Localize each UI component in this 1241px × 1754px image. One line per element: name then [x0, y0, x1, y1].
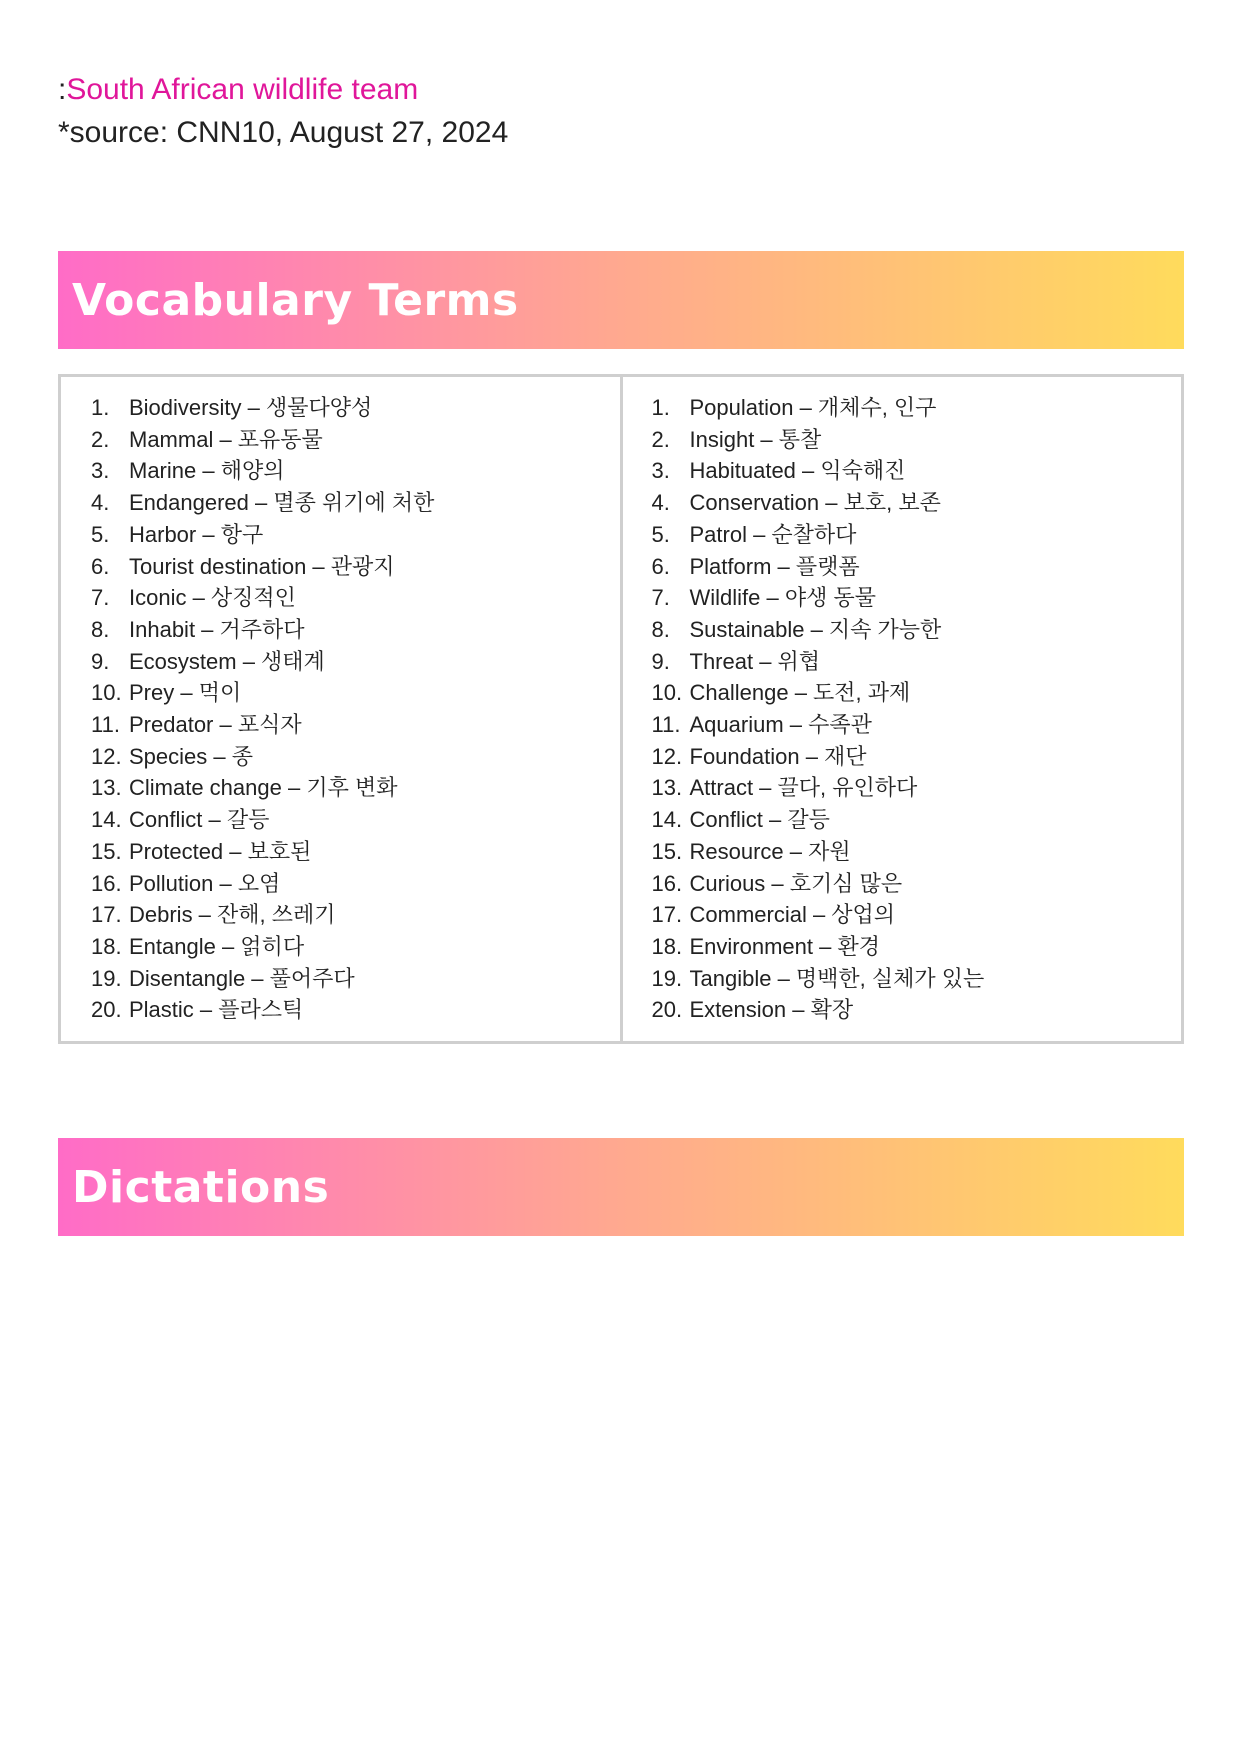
- vocabulary-item-number: 16.: [91, 870, 122, 896]
- vocabulary-item: [623, 963, 1182, 995]
- vocabulary-item-text: Commercial – 상업의: [689, 902, 896, 928]
- vocabulary-item-number: 7.: [91, 585, 110, 611]
- vocabulary-item: [623, 424, 1182, 456]
- vocabulary-item-text: Conflict – 갈등: [689, 807, 830, 833]
- vocabulary-item-number: 5.: [651, 521, 670, 547]
- vocabulary-item-text: Harbor – 항구: [129, 521, 264, 547]
- vocabulary-item: [61, 931, 620, 963]
- vocabulary-item-number: 19.: [651, 965, 683, 991]
- vocabulary-item-text: Habituated – 익숙해진: [689, 458, 906, 484]
- vocabulary-item: [623, 868, 1182, 900]
- vocabulary-item-number: 12.: [651, 743, 683, 769]
- vocabulary-item-number: 3.: [651, 458, 670, 484]
- vocabulary-item-number: 6.: [91, 553, 110, 579]
- vocabulary-item: [623, 804, 1182, 836]
- vocabulary-item-text: Entangle – 얽히다: [129, 933, 305, 959]
- vocabulary-item: [61, 646, 620, 678]
- vocabulary-item-text: Predator – 포식자: [129, 712, 302, 738]
- vocabulary-item-text: Iconic – 상징적인: [129, 585, 296, 611]
- vocabulary-item: [623, 994, 1182, 1026]
- vocabulary-item-text: Species – 종: [129, 743, 253, 769]
- vocabulary-item: [61, 994, 620, 1026]
- vocabulary-item: [623, 931, 1182, 963]
- vocabulary-banner: [58, 251, 1184, 349]
- vocabulary-item-text: Protected – 보호된: [129, 838, 312, 864]
- vocabulary-item-number: 2.: [91, 426, 110, 452]
- vocabulary-item: [623, 772, 1182, 804]
- vocabulary-table: [58, 374, 1184, 1044]
- vocabulary-item: [61, 519, 620, 551]
- vocabulary-item: [623, 487, 1182, 519]
- vocabulary-item: [61, 963, 620, 995]
- vocabulary-item: [61, 741, 620, 773]
- vocabulary-column-left: [61, 377, 620, 1041]
- vocabulary-item: [61, 836, 620, 868]
- vocabulary-item: [61, 868, 620, 900]
- vocabulary-item: [623, 899, 1182, 931]
- vocabulary-item-number: 2.: [651, 426, 670, 452]
- vocabulary-item-text: Wildlife – 야생 동물: [689, 585, 876, 611]
- vocabulary-item-text: Threat – 위협: [689, 648, 821, 674]
- vocabulary-item: [61, 899, 620, 931]
- vocabulary-list-right: [623, 392, 1182, 1026]
- vocabulary-item: [61, 424, 620, 456]
- vocabulary-column-right: [620, 377, 1182, 1041]
- vocabulary-list-left: [61, 392, 620, 1026]
- vocabulary-item-text: Climate change – 기후 변화: [129, 775, 398, 801]
- vocabulary-item-number: 14.: [91, 807, 122, 833]
- vocabulary-item: [61, 487, 620, 519]
- vocabulary-item-number: 12.: [91, 743, 122, 769]
- vocabulary-item-number: 4.: [651, 490, 670, 516]
- vocabulary-item-text: Pollution – 오염: [129, 870, 281, 896]
- vocabulary-item-text: Plastic – 플라스틱: [129, 997, 304, 1023]
- vocabulary-item-number: 15.: [651, 838, 683, 864]
- vocabulary-item: [61, 804, 620, 836]
- vocabulary-item-number: 13.: [91, 775, 122, 801]
- vocabulary-item-number: 1.: [91, 395, 110, 420]
- vocabulary-item: [623, 455, 1182, 487]
- vocabulary-item-text: Aquarium – 수족관: [689, 712, 872, 738]
- vocabulary-item: [623, 614, 1182, 646]
- vocabulary-item-number: 8.: [91, 616, 110, 642]
- vocabulary-item-text: Environment – 환경: [689, 933, 880, 959]
- vocabulary-item-text: Insight – 통찰: [689, 426, 822, 452]
- vocabulary-item: [623, 709, 1182, 741]
- vocabulary-item-number: 9.: [651, 648, 670, 674]
- vocabulary-item-text: Tangible – 명백한, 실체가 있는: [689, 965, 985, 991]
- vocabulary-item-number: 18.: [651, 933, 683, 959]
- vocabulary-item: [623, 646, 1182, 678]
- vocabulary-item-text: Disentangle – 풀어주다: [129, 965, 355, 991]
- vocabulary-item-number: 17.: [91, 902, 122, 928]
- vocabulary-item: [61, 772, 620, 804]
- vocabulary-item: [623, 551, 1182, 583]
- vocabulary-item-number: 18.: [91, 933, 122, 959]
- vocabulary-item: [61, 614, 620, 646]
- subtitle: South African wildlife team: [66, 73, 419, 106]
- vocabulary-item-number: 15.: [91, 838, 122, 864]
- vocabulary-item: [61, 709, 620, 741]
- dictations-title: Dictations: [72, 1161, 330, 1213]
- vocabulary-item-text: Biodiversity – 생물다양성: [129, 395, 373, 420]
- vocabulary-item-number: 16.: [651, 870, 683, 896]
- subtitle-line: [58, 70, 418, 110]
- vocabulary-item-number: 11.: [651, 712, 681, 738]
- vocabulary-item-text: Sustainable – 지속 가능한: [689, 616, 942, 642]
- vocabulary-item-number: 20.: [651, 997, 683, 1023]
- vocabulary-item-text: Challenge – 도전, 과제: [689, 680, 911, 706]
- vocabulary-item: [623, 519, 1182, 551]
- vocabulary-item-number: 5.: [91, 521, 110, 547]
- vocabulary-item: [61, 455, 620, 487]
- vocabulary-item-text: Endangered – 멸종 위기에 처한: [129, 490, 435, 516]
- vocabulary-title: Vocabulary Terms: [72, 274, 519, 326]
- vocabulary-item: [61, 677, 620, 709]
- vocabulary-item-number: 7.: [651, 585, 670, 611]
- vocabulary-item-number: 8.: [651, 616, 670, 642]
- vocabulary-item-text: Marine – 해양의: [129, 458, 285, 484]
- vocabulary-item-text: Patrol – 순찰하다: [689, 521, 857, 547]
- vocabulary-item: [61, 392, 620, 424]
- vocabulary-item-number: 9.: [91, 648, 110, 674]
- vocabulary-item-text: Platform – 플랫폼: [689, 553, 860, 579]
- vocabulary-item-number: 13.: [651, 775, 683, 801]
- vocabulary-item-text: Resource – 자원: [689, 838, 851, 864]
- vocabulary-item: [623, 677, 1182, 709]
- vocabulary-item-text: Mammal – 포유동물: [129, 426, 323, 452]
- vocabulary-item: [623, 582, 1182, 614]
- vocabulary-item-number: 3.: [91, 458, 110, 484]
- vocabulary-item-number: 6.: [651, 553, 670, 579]
- vocabulary-item-number: 10.: [91, 680, 122, 706]
- vocabulary-item-text: Ecosystem – 생태계: [129, 648, 325, 674]
- vocabulary-item-number: 20.: [91, 997, 122, 1023]
- subtitle-prefix: :: [58, 73, 67, 106]
- vocabulary-item-text: Conflict – 갈등: [129, 807, 270, 833]
- source-citation: *source: CNN10, August 27, 2024: [58, 116, 509, 149]
- vocabulary-item-number: 1.: [651, 395, 670, 420]
- vocabulary-item-text: Conservation – 보호, 보존: [689, 490, 941, 516]
- vocabulary-item-text: Inhabit – 거주하다: [129, 616, 305, 642]
- vocabulary-item-text: Attract – 끌다, 유인하다: [689, 775, 918, 801]
- vocabulary-item-number: 4.: [91, 490, 110, 516]
- vocabulary-item-text: Tourist destination – 관광지: [129, 553, 395, 579]
- vocabulary-item: [623, 741, 1182, 773]
- vocabulary-item: [61, 582, 620, 614]
- vocabulary-item-text: Population – 개체수, 인구: [689, 395, 937, 420]
- vocabulary-item-number: 19.: [91, 965, 122, 991]
- vocabulary-item-number: 10.: [651, 680, 683, 706]
- dictations-banner: [58, 1138, 1184, 1236]
- vocabulary-item-text: Debris – 잔해, 쓰레기: [129, 902, 336, 928]
- vocabulary-item-number: 17.: [651, 902, 683, 928]
- vocabulary-item-text: Prey – 먹이: [129, 680, 242, 706]
- vocabulary-item-text: Extension – 확장: [689, 997, 854, 1023]
- vocabulary-item: [61, 551, 620, 583]
- vocabulary-item-number: 14.: [651, 807, 683, 833]
- vocabulary-item-number: 11.: [91, 712, 120, 738]
- vocabulary-item: [623, 392, 1182, 424]
- vocabulary-item: [623, 836, 1182, 868]
- vocabulary-item-text: Curious – 호기심 많은: [689, 870, 903, 896]
- vocabulary-item-text: Foundation – 재단: [689, 743, 867, 769]
